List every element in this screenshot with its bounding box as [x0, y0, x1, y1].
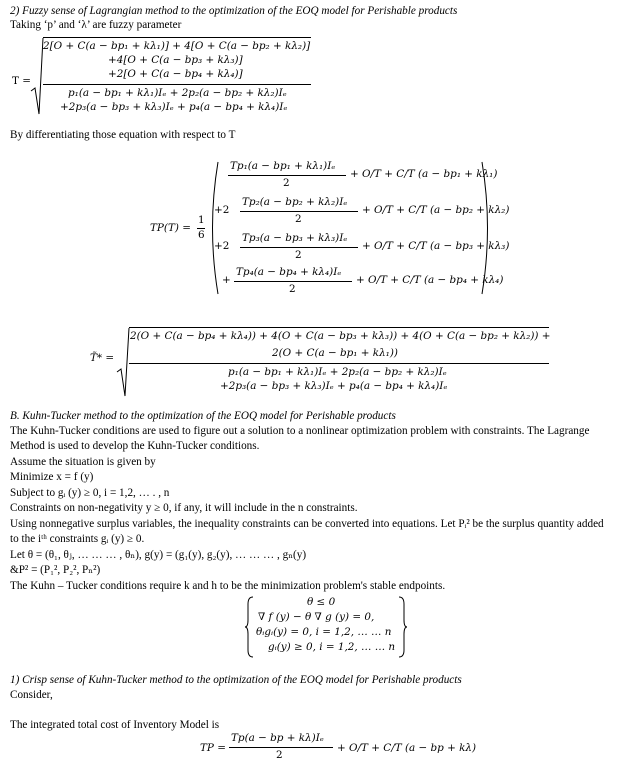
- section-heading-kuhn-tucker: B. Kuhn-Tucker method to the optimization of the EOQ model for Perishable products: [10, 410, 396, 422]
- integrated-cost-text: The integrated total cost of Inventory Model is: [10, 719, 220, 731]
- paragraph-line: Constraints on non-negativity y ≥ 0, if any, it will include in the n constraints.: [10, 502, 358, 514]
- eq1-lhs: T =: [12, 75, 31, 87]
- eq2-row3-numerator: Tp₃(a − bp₃ + kλ₃)Iₑ: [242, 232, 348, 244]
- kkt-condition-1: θ ≤ 0: [307, 596, 336, 608]
- eq1-numerator-line1: 2[O + C(a − bp₁ + kλ₁)] + 4[O + C(a − bp₂ + kλ₂)]: [43, 40, 311, 52]
- kkt-condition-3: θᵢgᵢ(y) = 0, i = 1,2, … … n: [256, 626, 392, 638]
- eq2-row4-prefix: +: [222, 274, 231, 286]
- eq4-lhs: TP =: [200, 742, 226, 754]
- eq2-row1-rest: + O/T + C/T (a − bp₁ + kλ₁): [350, 168, 498, 180]
- eq2-lhs: TP(T) =: [150, 222, 191, 234]
- left-paren: [206, 160, 220, 296]
- eq2-row1-numerator: Tp₁(a − bp₁ + kλ₁)Iₑ: [230, 160, 336, 172]
- eq2-row1-den: 2: [283, 177, 290, 189]
- eq4-rest: + O/T + C/T (a − bp + kλ): [337, 742, 477, 754]
- eq2-row2-prefix: +2: [214, 204, 230, 216]
- eq1-numerator-line2: +4[O + C(a − bp₃ + kλ₃)]: [108, 54, 243, 66]
- eq2-row3-rest: + O/T + C/T (a − bp₃ + kλ₃): [362, 240, 510, 252]
- paragraph-line: Subject to gᵢ (y) ≥ 0, i = 1,2, … . , n: [10, 487, 170, 499]
- kkt-condition-4: gᵢ(y) ≥ 0, i = 1,2, … … n: [268, 641, 396, 653]
- eq1-numerator-line3: +2[O + C(a − bp₄ + kλ₄)]: [108, 68, 243, 80]
- paragraph-line: Assume the situation is given by: [10, 456, 156, 468]
- kkt-condition-2: ∇ f (y) − θ ∇ g (y) = 0,: [258, 611, 375, 623]
- eq4-numerator: Tp(a − bp + kλ)Iₑ: [231, 732, 324, 744]
- paragraph-line: Method is used to develop the Kuhn-Tucker conditions.: [10, 440, 260, 452]
- eq2-coef-num: 1: [198, 214, 205, 226]
- eq3-denominator-line1: p₁(a − bp₁ + kλ₁)Iₑ + 2p₂(a − bp₂ + kλ₂)Iₑ: [228, 366, 447, 378]
- eq2-row4-numerator: Tp₄(a − bp₄ + kλ₄)Iₑ: [236, 266, 342, 278]
- eq4-denominator: 2: [276, 749, 283, 761]
- differentiating-text: By differentiating those equation with respect to T: [10, 129, 236, 141]
- eq1-denominator-line1: p₁(a − bp₁ + kλ₁)Iₑ + 2p₂(a − bp₂ + kλ₂)Iₑ: [68, 87, 287, 99]
- paragraph-line: Let θ = (θ₁, θⱼ, … … … , θₙ), g(y) = (g₁(y), g₂(y), … … … , gₙ(y): [10, 549, 307, 561]
- section-heading-fuzzy-lagrangian: 2) Fuzzy sense of Lagrangian method to the optimization of the EOQ model for Perishable products: [10, 5, 458, 17]
- eq3-numerator-line2: 2(O + C(a − bp₁ + kλ₁)): [272, 347, 398, 359]
- paragraph-line: Using nonnegative surplus variables, the inequality constraints can be converted into equations. Let Pᵢ² be the surplus quantity added: [10, 518, 604, 530]
- left-brace: [244, 596, 254, 658]
- sqrt-symbol-2: [116, 326, 130, 398]
- eq2-row2-den: 2: [295, 213, 302, 225]
- eq2-row4-rest: + O/T + C/T (a − bp₄ + kλ₄): [356, 274, 504, 286]
- eq2-row2-rest: + O/T + C/T (a − bp₂ + kλ₂): [362, 204, 510, 216]
- eq1-denominator-line2: +2p₃(a − bp₃ + kλ₃)Iₑ + p₄(a − bp₄ + kλ₄)Iₑ: [60, 101, 288, 113]
- consider-text: Consider,: [10, 689, 53, 701]
- section-heading-crisp-kuhn-tucker: 1) Crisp sense of Kuhn-Tucker method to the optimization of the EOQ model for Perishable products: [10, 674, 462, 686]
- eq2-row3-den: 2: [295, 249, 302, 261]
- paragraph-line: &P² = (P₁², P₂², Pₙ²): [10, 564, 101, 576]
- paragraph-line: Minimize x = f (y): [10, 471, 94, 483]
- eq2-row4-den: 2: [289, 283, 296, 295]
- paragraph-line: The Kuhn – Tucker conditions require k and h to be the minimization problem's stable endpoints.: [10, 580, 446, 592]
- sqrt-symbol: [30, 36, 44, 116]
- paragraph-line: The Kuhn-Tucker conditions are used to figure out a solution to a nonlinear optimization problem with constraints. The Lagrange: [10, 425, 590, 437]
- eq3-denominator-line2: +2p₃(a − bp₃ + kλ₃)Iₑ + p₄(a − bp₄ + kλ₄)Iₑ: [220, 380, 448, 392]
- fuzzy-parameters-text: Taking ‘p’ and ‘λ’ are fuzzy parameter: [10, 19, 182, 31]
- eq2-coef-den: 6: [198, 229, 205, 241]
- eq3-numerator-line1: 2(O + C(a − bp₄ + kλ₄)) + 4(O + C(a − bp₃ + kλ₃)) + 4(O + C(a − bp₂ + kλ₂)) +: [130, 330, 551, 342]
- eq3-lhs: T̃* =: [90, 352, 115, 364]
- eq2-row2-numerator: Tp₂(a − bp₂ + kλ₂)Iₑ: [242, 196, 348, 208]
- eq2-row3-prefix: +2: [214, 240, 230, 252]
- right-brace: [398, 596, 408, 658]
- paragraph-line: to the iᵗʰ constraints gᵢ (y) ≥ 0.: [10, 533, 145, 545]
